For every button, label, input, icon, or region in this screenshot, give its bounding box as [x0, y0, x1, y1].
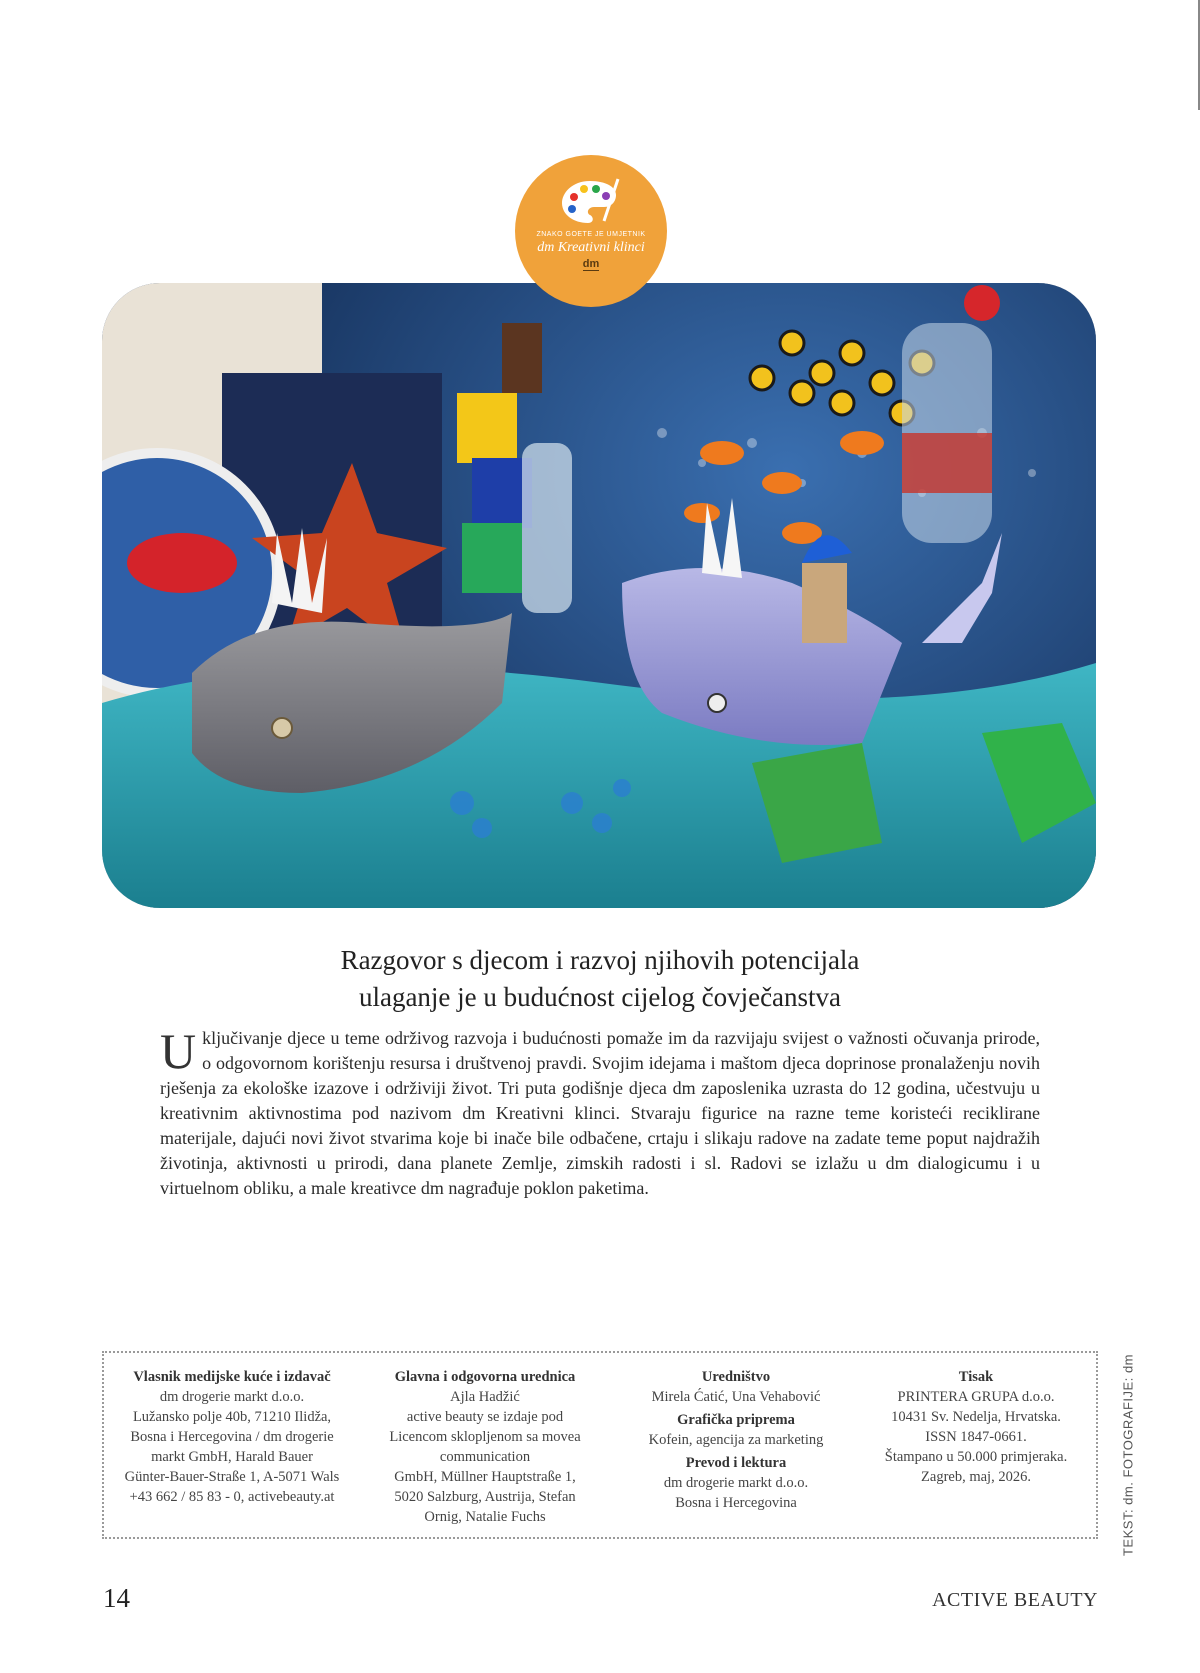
imprint-box: [102, 1351, 1098, 1539]
imprint-editor: [370, 1367, 600, 1527]
editor-line: GmbH, Müllner Hauptstraße 1,: [394, 1469, 576, 1485]
photo-credit: [1118, 1340, 1138, 1570]
publisher-line: Lužansko polje 40b, 71210 Ilidža,: [132, 1409, 332, 1425]
article-body-text: ključivanje djece u teme održivog razvoja i budućnosti pomaže im da razvijaju svijest o važnosti očuvanja prirode, o odgovornom korištenju resursa i društvenoj pravdi. Svojim idejama i maštom djeca doprinose pronalaženju novih rješenja za ekološke izazove i održiviji život. Tri puta godišnje djeca dm zaposlenika uzrasta do 12 godina, učestvuju u kreativnim aktivnostima pod nazivom dm Kreativni klinci. Stvaraju figurice na razne teme koristeći reciklirane materijale, dajući novi život stvarima koje bi inače bile odbačene, crtaju i slikaju radove na zadate teme poput najdražih životinja, aktivnosti u prirodi, dana planete Zemlje, zimskih radosti i sl. Radovi se izlažu u dm dialogicumu i u virtuelnom obliku, a male kreativce dm nagrađuje poklon paketima.: [160, 1028, 1040, 1198]
craft-photo: [102, 283, 1096, 908]
imprint-print: [866, 1367, 1086, 1487]
publisher-line: Günter-Bauer-Straße 1, A-5071 Wals: [124, 1469, 340, 1485]
publisher-line: +43 662 / 85 83 - 0, activebeauty.at: [129, 1489, 335, 1505]
photo-credit-text: TEKST: dm. FOTOGRAFIJE: dm: [1120, 1353, 1136, 1557]
translation-line: dm drogerie markt d.o.o.: [663, 1475, 809, 1491]
craft-photo-illustration: [102, 283, 1096, 908]
print-line: ISSN 1847-0661.: [925, 1429, 1027, 1445]
publisher-heading: Vlasnik medijske kuće i izdavač: [133, 1369, 331, 1385]
print-line: PRINTERA GRUPA d.o.o.: [897, 1389, 1055, 1405]
print-line: Zagreb, maj, 2026.: [921, 1469, 1031, 1485]
editor-line: communication: [439, 1449, 531, 1465]
design-line: Kofein, agencija za marketing: [648, 1432, 824, 1448]
badge-program-name: dm Kreativni klinci: [537, 240, 645, 255]
kreativni-klinci-logo-badge: [515, 155, 667, 307]
editor-line: 5020 Salzburg, Austrija, Stefan: [394, 1489, 576, 1505]
publisher-line: dm drogerie markt d.o.o.: [159, 1389, 305, 1405]
editor-line: Ornig, Natalie Fuchs: [424, 1509, 546, 1525]
editor-line: Licencom sklopljenom sa movea: [389, 1429, 581, 1445]
publisher-line: Bosna i Hercegovina / dm drogerie: [130, 1429, 334, 1445]
editor-line: Ajla Hadžić: [450, 1389, 520, 1405]
editor-heading: Glavna i odgovorna urednica: [394, 1369, 576, 1385]
headline-line-2: ulaganje je u budućnost cijelog čovječanstva: [358, 982, 842, 1012]
editor-line: active beauty se izdaje pod: [406, 1409, 564, 1425]
print-line: 10431 Sv. Nedelja, Hrvatska.: [891, 1409, 1061, 1425]
design-heading: Grafička priprema: [677, 1412, 795, 1428]
translation-line: Bosna i Hercegovina: [675, 1495, 797, 1511]
badge-tagline: ZNAKO GOETE JE UMJETNIK: [536, 231, 646, 238]
staff-line: Mirela Ćatić, Una Vehabović: [651, 1389, 821, 1405]
imprint-staff: [626, 1367, 846, 1513]
article-headline: [0, 942, 1200, 1016]
dm-logo-text: dm: [582, 258, 600, 270]
drop-cap: U: [160, 1023, 197, 1079]
imprint-publisher: [112, 1367, 352, 1507]
translation-heading: Prevod i lektura: [685, 1455, 787, 1471]
magazine-name: ACTIVE BEAUTY: [932, 1589, 1098, 1611]
page-number: 14: [103, 1583, 130, 1613]
palette-brush-icon: [560, 177, 622, 227]
headline-line-1: Razgovor s djecom i razvoj njihovih potencijala: [340, 945, 860, 975]
article-body: [160, 1023, 1040, 1201]
staff-heading: Uredništvo: [701, 1369, 771, 1385]
publisher-line: markt GmbH, Harald Bauer: [151, 1449, 313, 1465]
print-line: Štampano u 50.000 primjeraka.: [884, 1449, 1068, 1465]
print-heading: Tisak: [958, 1369, 994, 1385]
